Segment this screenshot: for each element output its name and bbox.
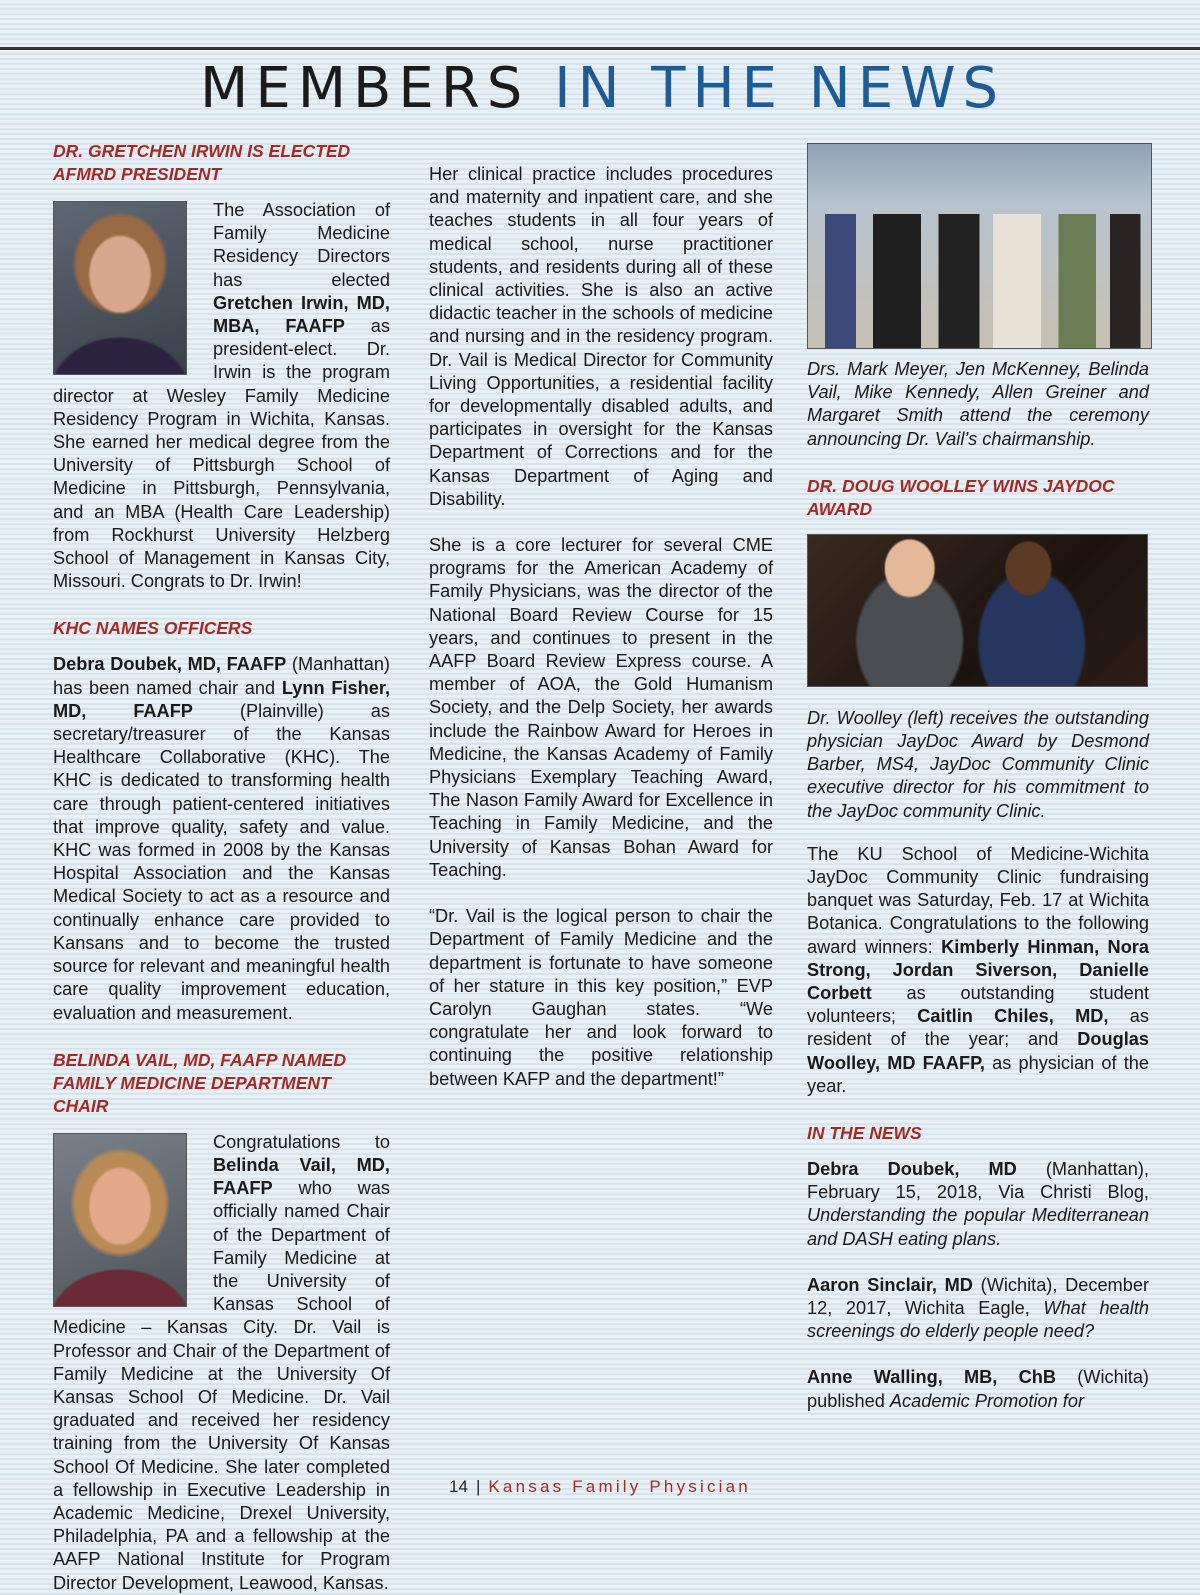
news-item-3-name: Anne Walling, MB, ChB	[807, 1367, 1056, 1388]
column-middle	[429, 140, 773, 1091]
jaydoc-student-names: Kimberly Hinman, Nora Strong, Jordan Siverson, Danielle Corbett	[807, 936, 1149, 1004]
news-item-2-name: Aaron Sinclair, MD	[807, 1274, 973, 1295]
title-in-the-news: IN THE NEWS	[554, 56, 1005, 121]
jaydoc-text-3: as resident of the year; and	[807, 1006, 1149, 1050]
news-heading: IN THE NEWS	[807, 1123, 922, 1144]
khc-article	[53, 653, 390, 1024]
page-footer	[0, 1476, 1200, 1498]
magazine-name: Kansas Family Physician	[488, 1477, 751, 1496]
vail-name: Belinda Vail, MD, FAAFP	[213, 1154, 390, 1199]
vail-paragraph-4: “Dr. Vail is the logical person to chair the Department of Family Medicine and the department is fortunate to have someone of her stature in this key position,” EVP Carolyn Gaughan states. “We congratulate her and look forward to continuing the positive relationship between KAFP and the department!”	[429, 906, 773, 1089]
khc-name-2: Lynn Fisher, MD, FAAFP	[53, 677, 390, 721]
news-item-1-title: Understanding the popular Mediterranean and DASH eating plans.	[807, 1205, 1149, 1249]
irwin-text-2: as president-elect. Dr. Irwin is the program director at Wesley Family Medicine Residency Program in Wichita, Kansas. She earned her medical degree from the University of Pittsburgh School of Medicine in Pittsburgh, Pennsylvania, and an MBA (Health Care Leadership) from Rockhurst University Helzberg School of Management in Kansas City, Missouri. Congrats to Dr. Irwin!	[53, 316, 390, 592]
vail-paragraph-3: She is a core lecturer for several CME programs for the American Academy of Family Physicians, was the director of the National Board Review Course for 15 years, and continues to present in the AAFP Board Review Express course. A member of AOA, the Gold Humanism Society, and the Delp Society, her awards include the Rainbow Award for Heroes in Medicine, the Kansas Academy of Family Physicians Exemplary Teaching Award, The Nason Family Award for Excellence in Teaching in Family Medicine, and the University of Kansas Bohan Award for Teaching.	[429, 535, 773, 880]
jaydoc-physician-name: Douglas Woolley, MD FAAFP,	[807, 1029, 1149, 1073]
jaydoc-text-1: The KU School of Medicine-Wichita JayDoc Community Clinic fundraising banquet was Saturday, Feb. 17 at Wichita Botanica. Congratulations to the following award winners:	[807, 843, 1149, 957]
vail-text-1: Congratulations to	[213, 1131, 390, 1152]
page-number: 14	[449, 1477, 468, 1496]
vail-heading: BELINDA VAIL, MD, FAAFP NAMED FAMILY MEDICINE DEPARTMENT CHAIR	[53, 1049, 346, 1116]
irwin-name: Gretchen Irwin, MD, MBA, FAAFP	[213, 292, 390, 337]
news-item-3-title: Academic Promotion for	[889, 1390, 1084, 1411]
jaydoc-text-4: as physician of the year.	[807, 1052, 1150, 1096]
award-caption: Dr. Woolley (left) receives the outstanding physician JayDoc Award by Desmond Barber, MS4, JayDoc Community Clinic executive director for his commitment to the JayDoc community Clinic.	[807, 707, 1149, 821]
news-item-2-title: What health screenings do elderly people need?	[807, 1298, 1149, 1342]
news-item-1-name: Debra Doubek, MD	[807, 1159, 1017, 1180]
woolley-heading: DR. DOUG WOOLLEY WINS JAYDOC AWARD	[807, 475, 1115, 519]
jaydoc-article	[807, 843, 1149, 1098]
irwin-heading: DR. GRETCHEN IRWIN IS ELECTED AFMRD PRESIDENT	[53, 141, 351, 184]
khc-heading: KHC NAMES OFFICERS	[53, 618, 253, 639]
award-handshake-photo	[807, 534, 1148, 687]
vail-text-2: who was officially named Chair of the Department of Family Medicine at the University of Kansas School of Medicine – Kansas City. Dr. Vail is Professor and Chair of the Department of Family Medicine at the University Of Kansas School Of Medicine. Dr. Vail graduated and received her residency training from the University Of Kansas School Of Medicine. She later completed a fellowship in Executive Leadership in Academic Medicine, Drexel University, Philadelphia, PA and a fellowship at the AAFP National Institute for Program Director Development, Leawood, Kansas.	[53, 1178, 390, 1593]
irwin-portrait-photo	[53, 201, 187, 375]
khc-text-2: (Plainville) as secretary/treasurer of the Kansas Healthcare Collaborative (KHC). The KHC is dedicated to transforming health care through patient-centered initiatives that improve quality, safety and value. KHC was formed in 2008 by the Kansas Hospital Association and the Kansas Medical Society to act as a resource and continually enhance care provided to Kansans and to become the trusted source for relevant and meaningful health care quality improvement education, evaluation and measurement.	[53, 700, 390, 1023]
khc-name-1: Debra Doubek, MD, FAAFP	[53, 654, 287, 675]
column-left	[53, 140, 390, 1595]
jaydoc-resident-name: Caitlin Chiles, MD,	[917, 1006, 1109, 1027]
page-title	[200, 58, 1100, 120]
news-item-walling	[807, 1366, 1149, 1412]
column-right	[807, 140, 1149, 1413]
vail-paragraph-2: Her clinical practice includes procedures and maternity and inpatient care, and she teaches students in all four years of medical school, nurse practitioner students, and residents during all of these clinical activities. She is also an active didactic teacher in the schools of medicine and nursing and in the residency program. Dr. Vail is Medical Director for Community Living Opportunities, a residential facility for developmentally disabled adults, and participates in oversight for the Kansas Department of Corrections and for the Kansas Department of Aging and Disability.	[429, 164, 773, 509]
ceremony-group-photo	[807, 143, 1152, 349]
ceremony-caption: Drs. Mark Meyer, Jen McKenney, Belinda Vail, Mike Kennedy, Allen Greiner and Margaret Smith attend the ceremony announcing Dr. Vail’s chairmanship.	[807, 359, 1149, 449]
khc-text-1: (Manhattan) has been named chair and	[53, 654, 390, 698]
title-members: MEMBERS	[200, 56, 530, 121]
irwin-text-1: The Association of Family Medicine Residency Directors has elected	[213, 200, 390, 290]
news-item-2-text: (Wichita), December 12, 2017, Wichita Eagle,	[807, 1274, 1149, 1319]
top-rule	[0, 47, 1200, 50]
footer-separator: |	[475, 1477, 481, 1496]
news-item-doubek	[807, 1158, 1149, 1251]
news-item-sinclair	[807, 1274, 1149, 1344]
news-item-3-text: (Wichita) published	[807, 1367, 1149, 1411]
news-item-1-text: (Manhattan), February 15, 2018, Via Christi Blog,	[807, 1159, 1149, 1203]
vail-portrait-photo	[53, 1133, 187, 1307]
jaydoc-text-2: as outstanding student volunteers;	[807, 983, 1149, 1027]
